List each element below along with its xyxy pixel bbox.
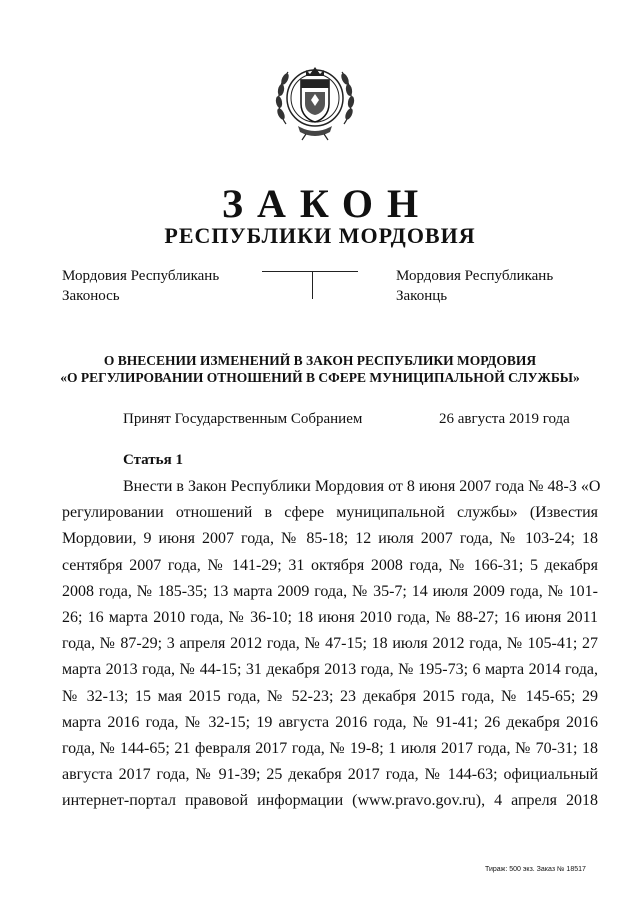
- body-line: марта 2016 года, № 32-15; 19 августа 2016 года, № 91-41; 26 декабря 2016: [62, 713, 598, 731]
- article-heading: Статья 1: [123, 452, 183, 468]
- body-line: № 32-13; 15 мая 2015 года, № 52-23; 23 декабря 2015 года, № 145-65; 29: [62, 687, 598, 705]
- moksha-caption-line: Законось: [62, 288, 120, 304]
- article-body: [62, 474, 601, 814]
- caption-divider-vertical: [312, 271, 313, 299]
- body-line: марта 2013 года, № 44-15; 31 декабря 2013 года, № 195-73; 6 марта 2014 года,: [62, 661, 598, 679]
- body-line: Мордовии, 9 июня 2007 года, № 85-18; 12 июля 2007 года, № 103-24; 18: [62, 530, 598, 548]
- law-title-line: О ВНЕСЕНИИ ИЗМЕНЕНИЙ В ЗАКОН РЕСПУБЛИКИ МОРДОВИЯ: [103, 353, 537, 368]
- moksha-caption: [62, 266, 219, 306]
- body-line: 26; 16 марта 2010 года, № 36-10; 18 июня 2010 года, № 88-27; 16 июня 2011: [62, 608, 598, 626]
- erzya-caption-line: Законць: [396, 288, 448, 304]
- erzya-caption: [396, 266, 553, 306]
- document-subtitle: РЕСПУБЛИКИ МОРДОВИЯ: [164, 223, 476, 248]
- body-line: года, № 144-65; 21 февраля 2017 года, № 19-8; 1 июля 2017 года, № 70-31; 18: [62, 739, 598, 757]
- document-title: ЗАКОН: [221, 181, 433, 226]
- coat-of-arms-emblem: [272, 54, 358, 142]
- body-line: регулировании отношений в сфере муниципальной службы» (Известия: [62, 504, 598, 522]
- erzya-caption-line: Мордовия Республикань: [396, 268, 554, 284]
- adoption-date: 26 августа 2019 года: [439, 411, 570, 427]
- body-line: сентября 2007 года, № 141-29; 31 октября 2008 года, № 166-31; 5 декабря: [62, 556, 598, 574]
- body-line: года, № 87-29; 3 апреля 2012 года, № 47-15; 18 июля 2012 года, № 105-41; 27: [62, 635, 598, 653]
- print-info: Тираж: 500 экз. Заказ № 18517: [485, 866, 586, 873]
- caption-divider-horizontal: [262, 271, 358, 272]
- body-line: интернет-портал правовой информации (www.pravo.gov.ru), 4 апреля 2018: [62, 792, 598, 810]
- law-title: [0, 352, 640, 386]
- moksha-caption-line: Мордовия Республикань: [62, 268, 220, 284]
- body-line: августа 2017 года, № 91-39; 25 декабря 2017 года, № 144-63; официальный: [62, 766, 598, 784]
- law-title-line: «О РЕГУЛИРОВАНИИ ОТНОШЕНИЙ В СФЕРЕ МУНИЦИПАЛЬНОЙ СЛУЖБЫ»: [60, 370, 580, 385]
- adoption-label: Принят Государственным Собранием: [123, 411, 363, 427]
- body-line: Внести в Закон Республики Мордовия от 8 июня 2007 года № 48-З «О: [123, 478, 601, 495]
- body-line: 2008 года, № 185-35; 13 марта 2009 года, № 35-7; 14 июля 2009 года, № 101-: [62, 582, 598, 600]
